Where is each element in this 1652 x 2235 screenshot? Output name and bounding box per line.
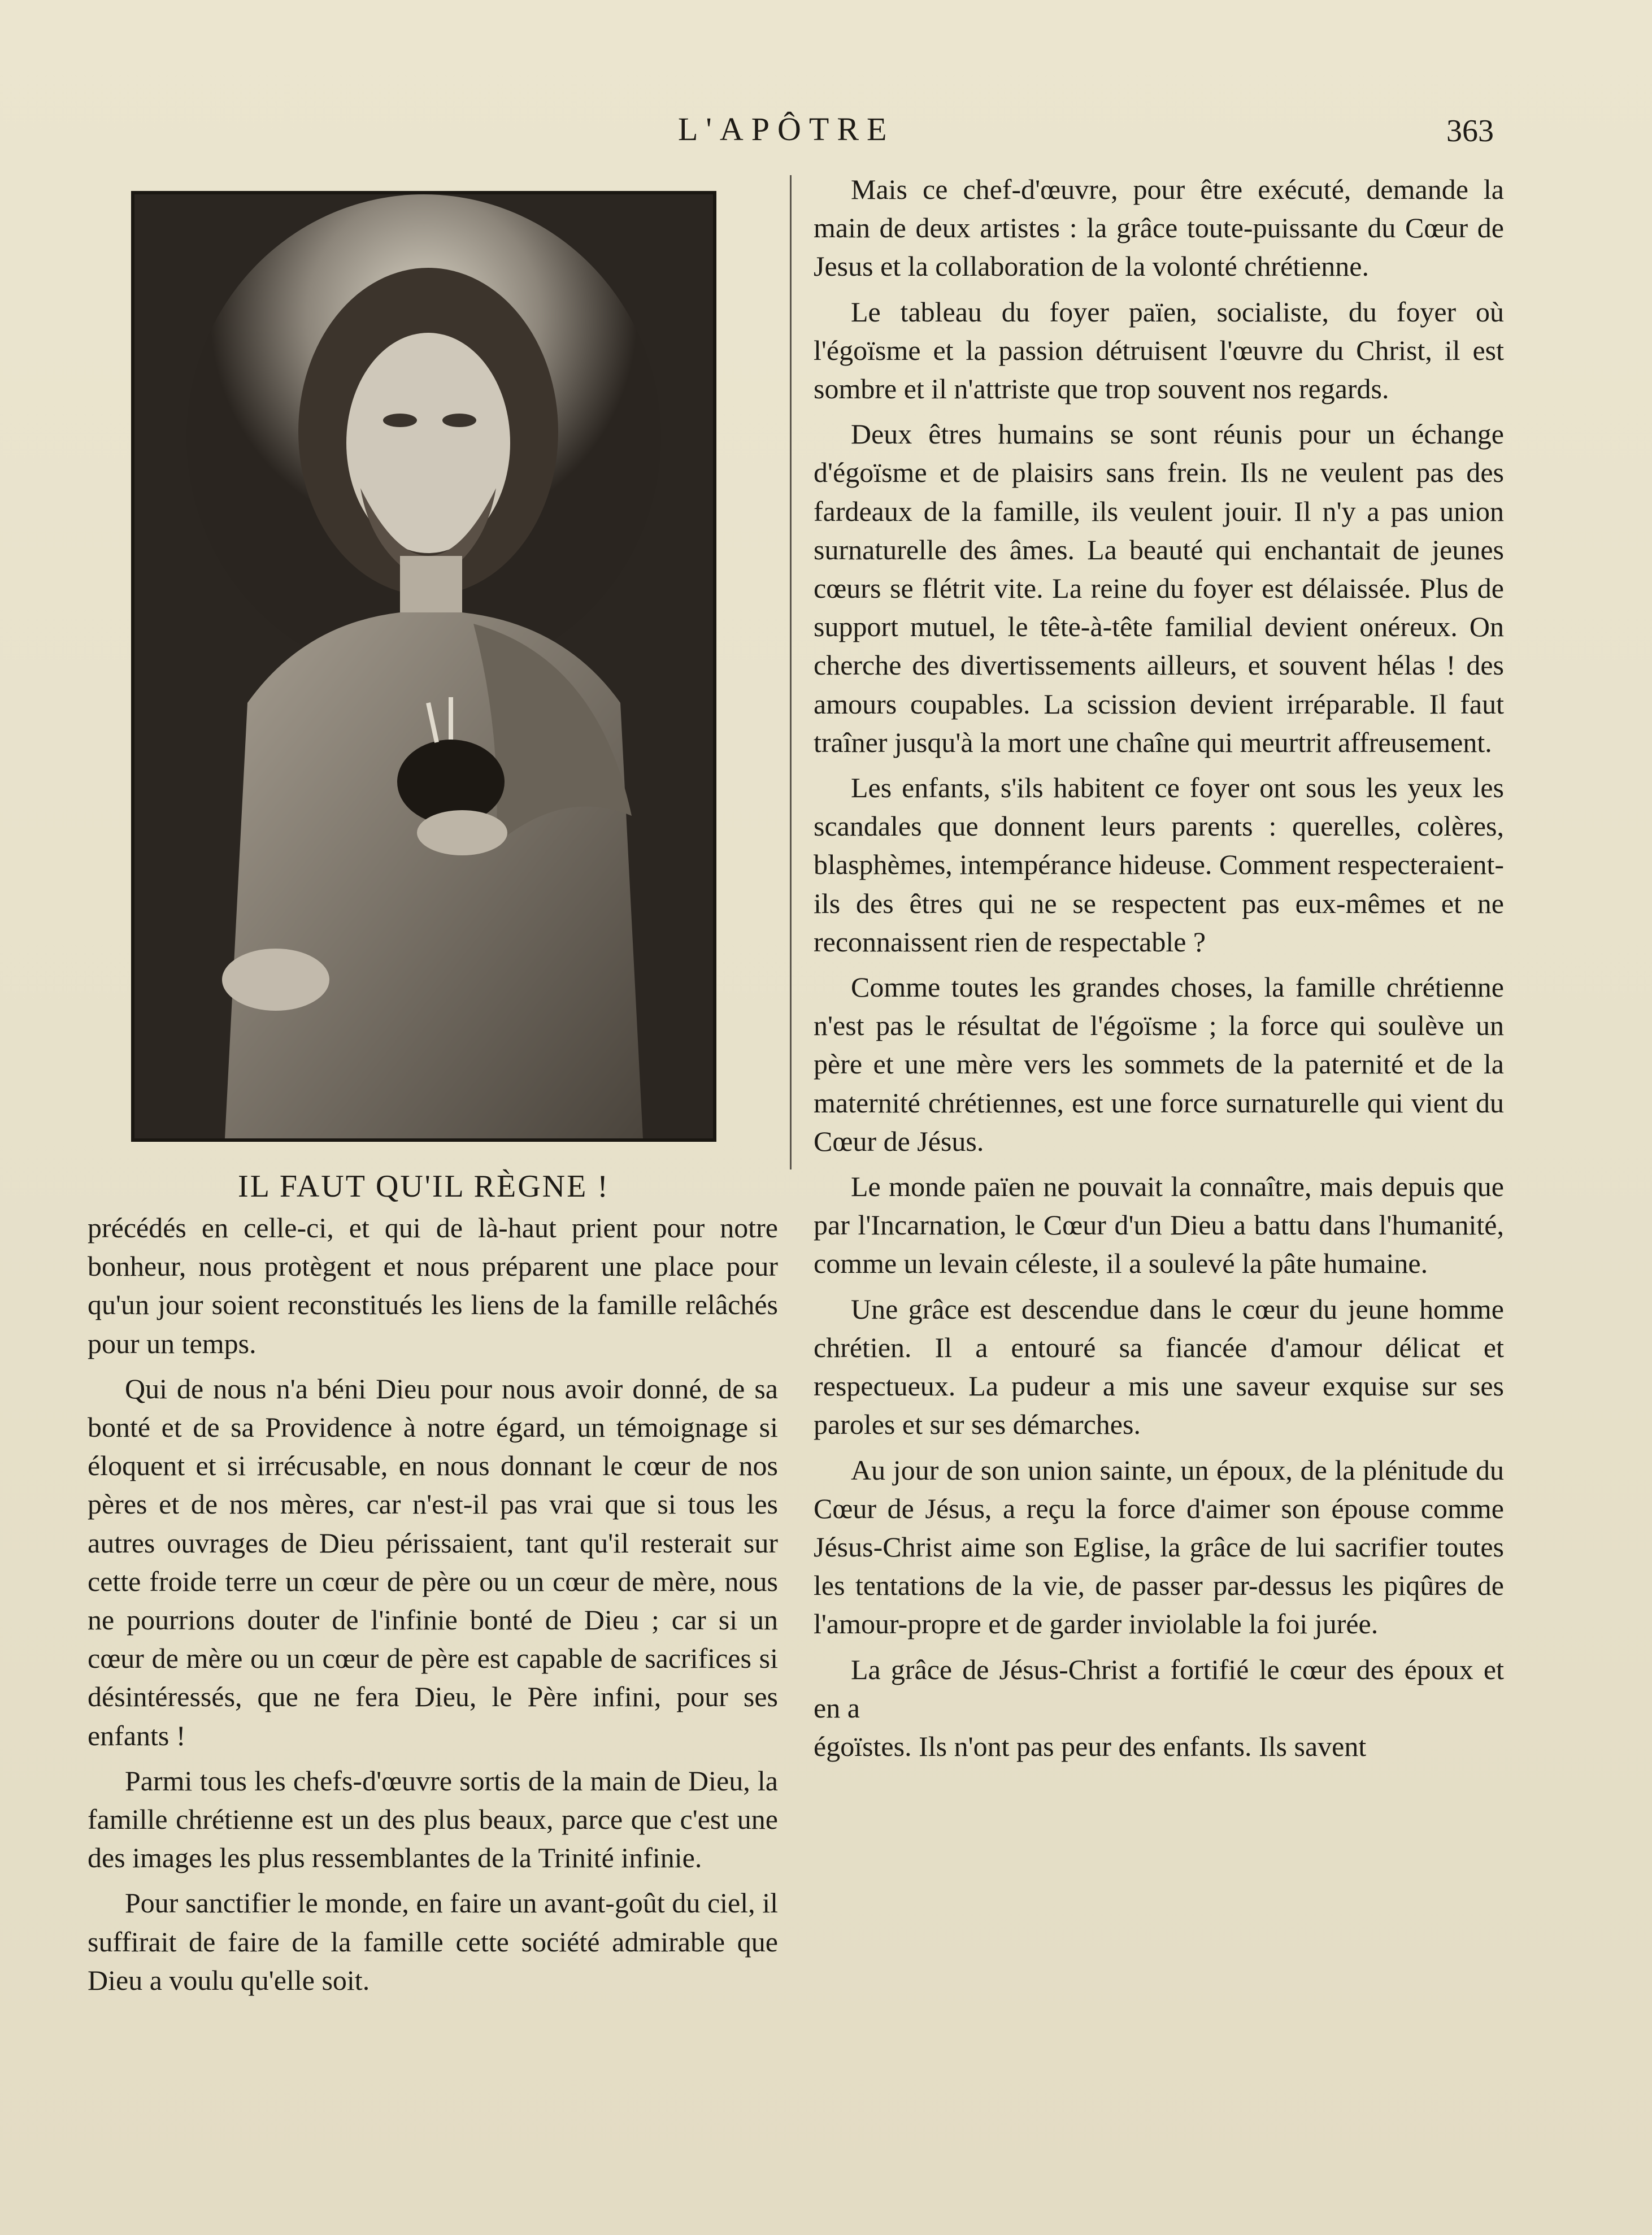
right-paragraph-7: Une grâce est descendue dans le cœur du jeune homme chrétien. Il a entouré sa fiancée d'amour délicat et respectueux. La pudeur a mis une saveur exquise sur ses paroles et sur ses démarches. — [814, 1293, 1504, 1441]
right-paragraph-6: Le monde païen ne pouvait la connaître, mais depuis que par l'Incarnation, le Cœur d'un Dieu a battu dans l'humanité, comme un levain céleste, il a soulevé la pâte humaine. — [814, 1171, 1504, 1280]
right-column — [814, 170, 1504, 1772]
right-paragraph-5: Comme toutes les grandes choses, la famille chrétienne n'est pas le résultat de l'égoïsme ; la force qui soulève un père et une mère vers les sommets de la paternité et de la maternité chrétiennes, est une force surnaturelle qui vient du Cœur de Jésus. — [814, 971, 1504, 1157]
figure-caption: IL FAUT QU'IL RÈGNE ! — [238, 1169, 610, 1204]
left-paragraph-2: Qui de nous n'a béni Dieu pour nous avoir donné, de sa bonté et de sa Providence à notre égard, un témoignage si éloquent et si irrécusable, en nous donnant le cœur de nos pères et de nos mères, car n'est-il pas vrai que si tous les autres ouvrages de Dieu périssaient, tant qu'il resterait sur cette froide terre un cœur de père ou un cœur de mère, nous ne pourrions douter de l'infinie bonté de Dieu ; car si un cœur de mère ou un cœur de père est capable de sacrifices si désintéressés, que ne fera Dieu, le Père infini, pour ses enfants ! — [88, 1372, 778, 1751]
running-title: L'APÔTRE — [678, 111, 895, 147]
sacred-heart-portrait-image — [131, 191, 716, 1142]
right-paragraph-8: Au jour de son union sainte, un époux, de la plénitude du Cœur de Jésus, a reçu la force d'aimer son épouse comme Jésus-Christ aime son Eglise, la grâce de lui sacrifier toutes les tentations de la vie, de passer par-dessus les piqûres de l'amour-propre et de garder inviolable la foi jurée. — [814, 1454, 1504, 1640]
left-paragraph-1: précédés en celle-ci, et qui de là-haut prient pour notre bonheur, nous protègent et nous préparent une place pour qu'un jour soient reconstitués les liens de la famille relâchés pour un temps. — [88, 1212, 778, 1359]
left-paragraph-4: Pour sanctifier le monde, en faire un avant-goût du ciel, il suffirait de faire de la famille cette société admirable que Dieu a voulu qu'elle soit. — [88, 1887, 778, 1996]
right-paragraph-2: Le tableau du foyer païen, socialiste, du foyer où l'égoïsme et la passion détruisent l'œuvre du Christ, il est sombre et il n'attriste que trop souvent nos regards. — [814, 295, 1504, 405]
right-paragraph-1: Mais ce chef-d'œuvre, pour être exécuté, demande la main de deux artistes : la grâce toute-puissante du Cœur de Jesus et la collaboration de la volonté chrétienne. — [814, 173, 1504, 282]
left-column — [88, 1208, 778, 2006]
right-paragraph-3: Deux êtres humains se sont réunis pour un échange d'égoïsme et de plaisirs sans frein. Ils ne veulent pas des fardeaux de la famille, ils veulent jouir. Il n'y a pas union surnaturelle des âmes. La beauté qui enchantait de jeunes cœurs se flétrit vite. La reine du foyer est délaissée. Plus de support mutuel, le tête-à-tête familial devient onéreux. On cherche des divertissements ailleurs, et souvent hélas ! des amours coupables. La scission devient irréparable. Il faut traîner jusqu'à la mort une chaîne qui meurtrit affreusement. — [814, 418, 1504, 758]
right-paragraph-4: Les enfants, s'ils habitent ce foyer ont sous les yeux les scandales que donnent leurs parents : querelles, colères, blasphèmes, intempérance hideuse. Comment respecteraient-ils des êtres qui ne se respectent pas eux-mêmes et ne reconnaissent rien de respectable ? — [814, 772, 1504, 958]
page-number: 363 — [1446, 114, 1494, 149]
column-divider — [790, 175, 792, 1169]
sacred-heart-portrait-icon — [134, 194, 713, 1138]
right-paragraph-10: égoïstes. Ils n'ont pas peur des enfants. Ils savent — [814, 1730, 1367, 1762]
left-paragraph-3: Parmi tous les chefs-d'œuvre sortis de la main de Dieu, la famille chrétienne est un des plus beaux, parce que c'est une des images les plus ressemblantes de la Trinité infinie. — [88, 1764, 778, 1874]
right-paragraph-9: La grâce de Jésus-Christ a fortifié le cœur des époux et en a — [814, 1653, 1504, 1724]
